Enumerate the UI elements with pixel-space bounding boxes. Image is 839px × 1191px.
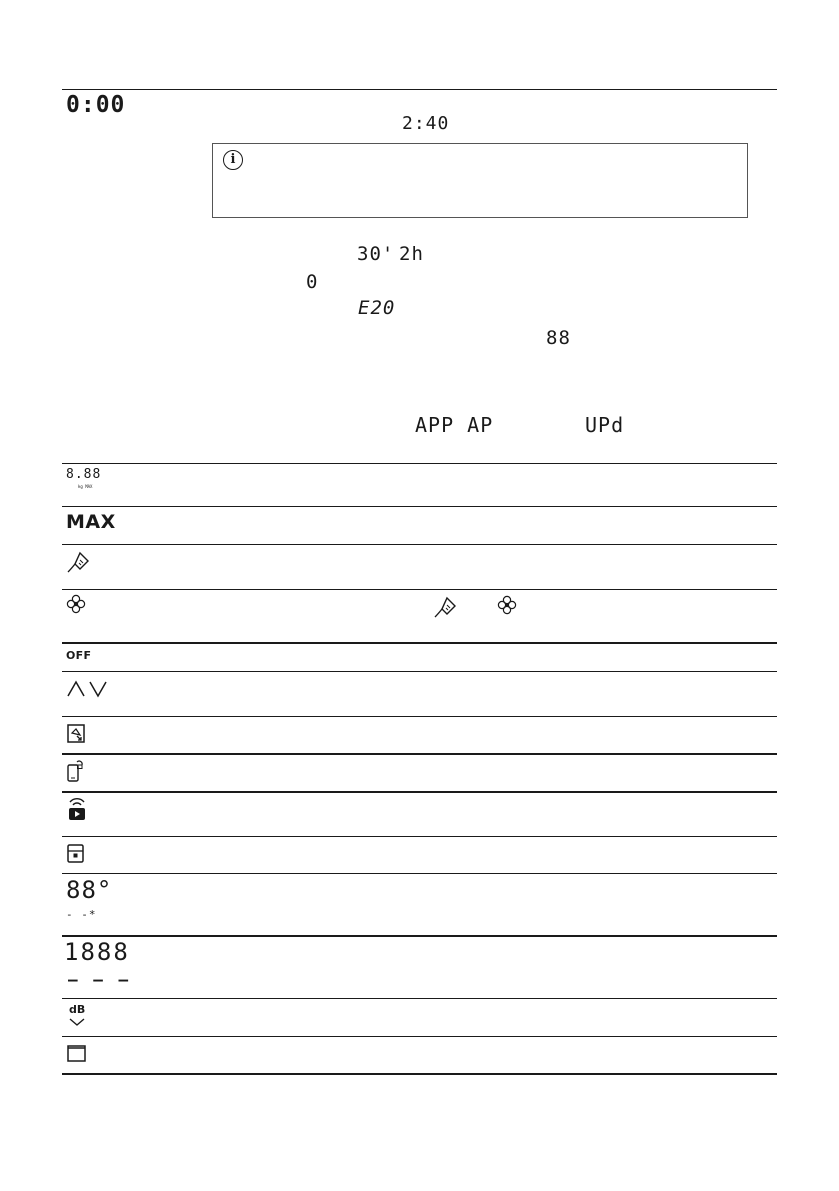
time-display-icon: 0:00 — [66, 92, 126, 118]
divider — [62, 463, 777, 464]
divider — [62, 836, 777, 837]
divider — [62, 506, 777, 507]
rinse-aid-icon — [433, 594, 467, 620]
divider — [62, 753, 777, 755]
divider — [62, 589, 777, 590]
info-box — [212, 143, 748, 218]
salt-icon — [497, 595, 517, 615]
zero-display: 0 — [306, 271, 319, 293]
divider — [62, 89, 777, 90]
large-number-display-icon: 1888 — [64, 938, 130, 966]
update-code-display: UPd — [585, 413, 625, 437]
divider — [62, 1036, 777, 1037]
delay-max-display: 2h — [399, 243, 424, 265]
kg-display-icon: 8.88 — [66, 467, 102, 482]
off-label: OFF — [66, 649, 92, 662]
divider — [62, 935, 777, 937]
kg-unit-label: kg MAX — [78, 484, 93, 489]
db-label: dB — [69, 1003, 86, 1016]
divider — [62, 1073, 777, 1075]
info-icon: i — [223, 150, 243, 170]
salt-icon — [66, 594, 86, 614]
auto-door-open-icon — [66, 723, 88, 745]
remote-start-icon — [66, 796, 88, 822]
time-example-display: 2:40 — [402, 113, 450, 134]
divider — [62, 791, 777, 793]
divider — [62, 671, 777, 672]
error-code-display: E20 — [358, 297, 396, 319]
divider — [62, 642, 777, 644]
temperature-display-icon: 88° — [66, 876, 113, 904]
up-down-arrows-icon — [66, 679, 108, 699]
rinse-aid-icon — [66, 549, 102, 577]
child-lock-icon — [66, 843, 86, 865]
remote-phone-icon — [66, 760, 86, 784]
divider — [62, 716, 777, 717]
divider — [62, 998, 777, 999]
divider — [62, 873, 777, 874]
delay-min-display: 30' — [357, 243, 395, 265]
temperature-dashes: - -* — [66, 908, 97, 921]
large-number-dashes: – – – — [68, 970, 132, 989]
tub-light-icon — [66, 1043, 88, 1063]
max-label: MAX — [66, 511, 116, 533]
chevron-down-icon — [68, 1017, 86, 1027]
counter-display: 88 — [546, 327, 571, 349]
divider — [62, 544, 777, 545]
app-code-display: APP AP — [415, 413, 494, 437]
